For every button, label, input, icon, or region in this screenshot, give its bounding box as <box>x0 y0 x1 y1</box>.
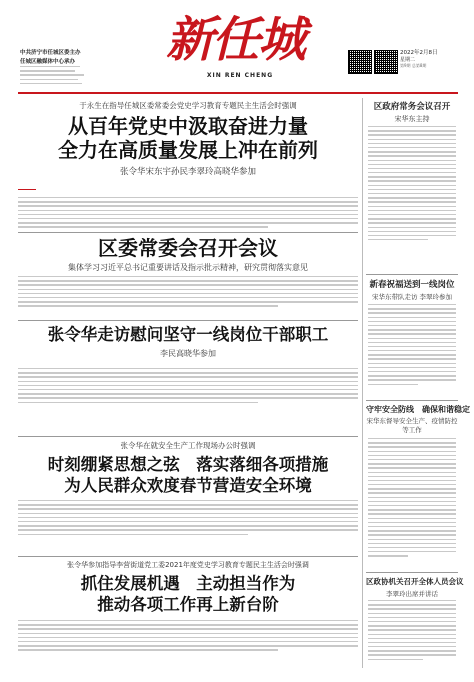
article-5 <box>18 560 358 670</box>
masthead <box>0 0 474 98</box>
s3-title: 守牢安全防线 确保和谐稳定 <box>366 404 470 414</box>
a1-title-l2: 全力在高质量发展上冲在前列 <box>58 138 318 162</box>
a3-deck: 李民高晓华参加 <box>160 349 216 358</box>
a1-title-l1: 从百年党史中汲取奋进力量 <box>68 114 308 138</box>
s2-title: 新春祝福送到一线岗位 <box>369 280 455 290</box>
s4-title: 区政协机关召开全体人员会议 <box>366 577 464 586</box>
sidebar-4 <box>366 576 464 672</box>
s4-deck: 李翠玲出席并讲话 <box>386 590 438 598</box>
pinyin: XIN REN CHENG <box>206 72 274 79</box>
article-1 <box>18 100 358 220</box>
a1-deck: 张令华宋东宇孙民李翠玲高晓华参加 <box>119 167 256 177</box>
meta: 第9期 总第8期 <box>400 63 427 68</box>
a4-title-l2: 为人民群众欢度春节营造安全环境 <box>64 476 312 495</box>
s2-deck: 宋华东带队走访 李翠玲参加 <box>371 293 453 301</box>
article-2 <box>18 236 358 324</box>
left-sub: 任城区融媒体中心承办 <box>20 59 76 65</box>
sidebar-2 <box>366 278 458 398</box>
date: 2022年2月8日 <box>400 50 438 56</box>
a5-title-l2: 推动各项工作再上新台阶 <box>97 595 279 614</box>
logo-text: 新任城 <box>165 12 304 68</box>
a1-kicker: 于永生在指导任城区委常委会党史学习教育专题民主生活会时强调 <box>79 101 297 110</box>
qr-code-1b <box>348 50 372 74</box>
s3-deck: 宋华东督导安全生产、疫情防控等工作 <box>366 417 458 434</box>
article-3 <box>18 324 358 424</box>
s1-deck: 宋华东主持 <box>394 115 430 123</box>
sidebar-3 <box>366 404 470 574</box>
article-4 <box>18 440 358 552</box>
s1-title: 区政府常务会议召开 <box>373 102 451 112</box>
a4-kicker: 张令华在就安全生产工作现场办公时强调 <box>120 441 256 450</box>
left-org: 中共济宁市任城区委主办 <box>20 50 81 56</box>
sidebar-1 <box>366 100 458 260</box>
a4-title-l1: 时刻绷紧思想之弦 落实落细各项措施 <box>47 455 329 474</box>
a2-title: 区委常委会召开会议 <box>98 236 278 260</box>
a3-title: 张令华走访慰问坚守一线岗位干部职工 <box>47 325 329 344</box>
a2-deck: 集体学习习近平总书记重要讲话及指示批示精神，研究贯彻落实意见 <box>68 263 308 272</box>
masthead-left <box>20 48 120 65</box>
a5-title-l1: 抓住发展机遇 主动担当作为 <box>80 574 296 593</box>
qr-code-2 <box>374 50 398 74</box>
a5-kicker: 张令华参加指导李营街道党工委2021年度党史学习教育专题民主生活会时强调 <box>67 561 309 569</box>
logo <box>160 12 310 72</box>
edition: 星期二 <box>400 57 416 63</box>
